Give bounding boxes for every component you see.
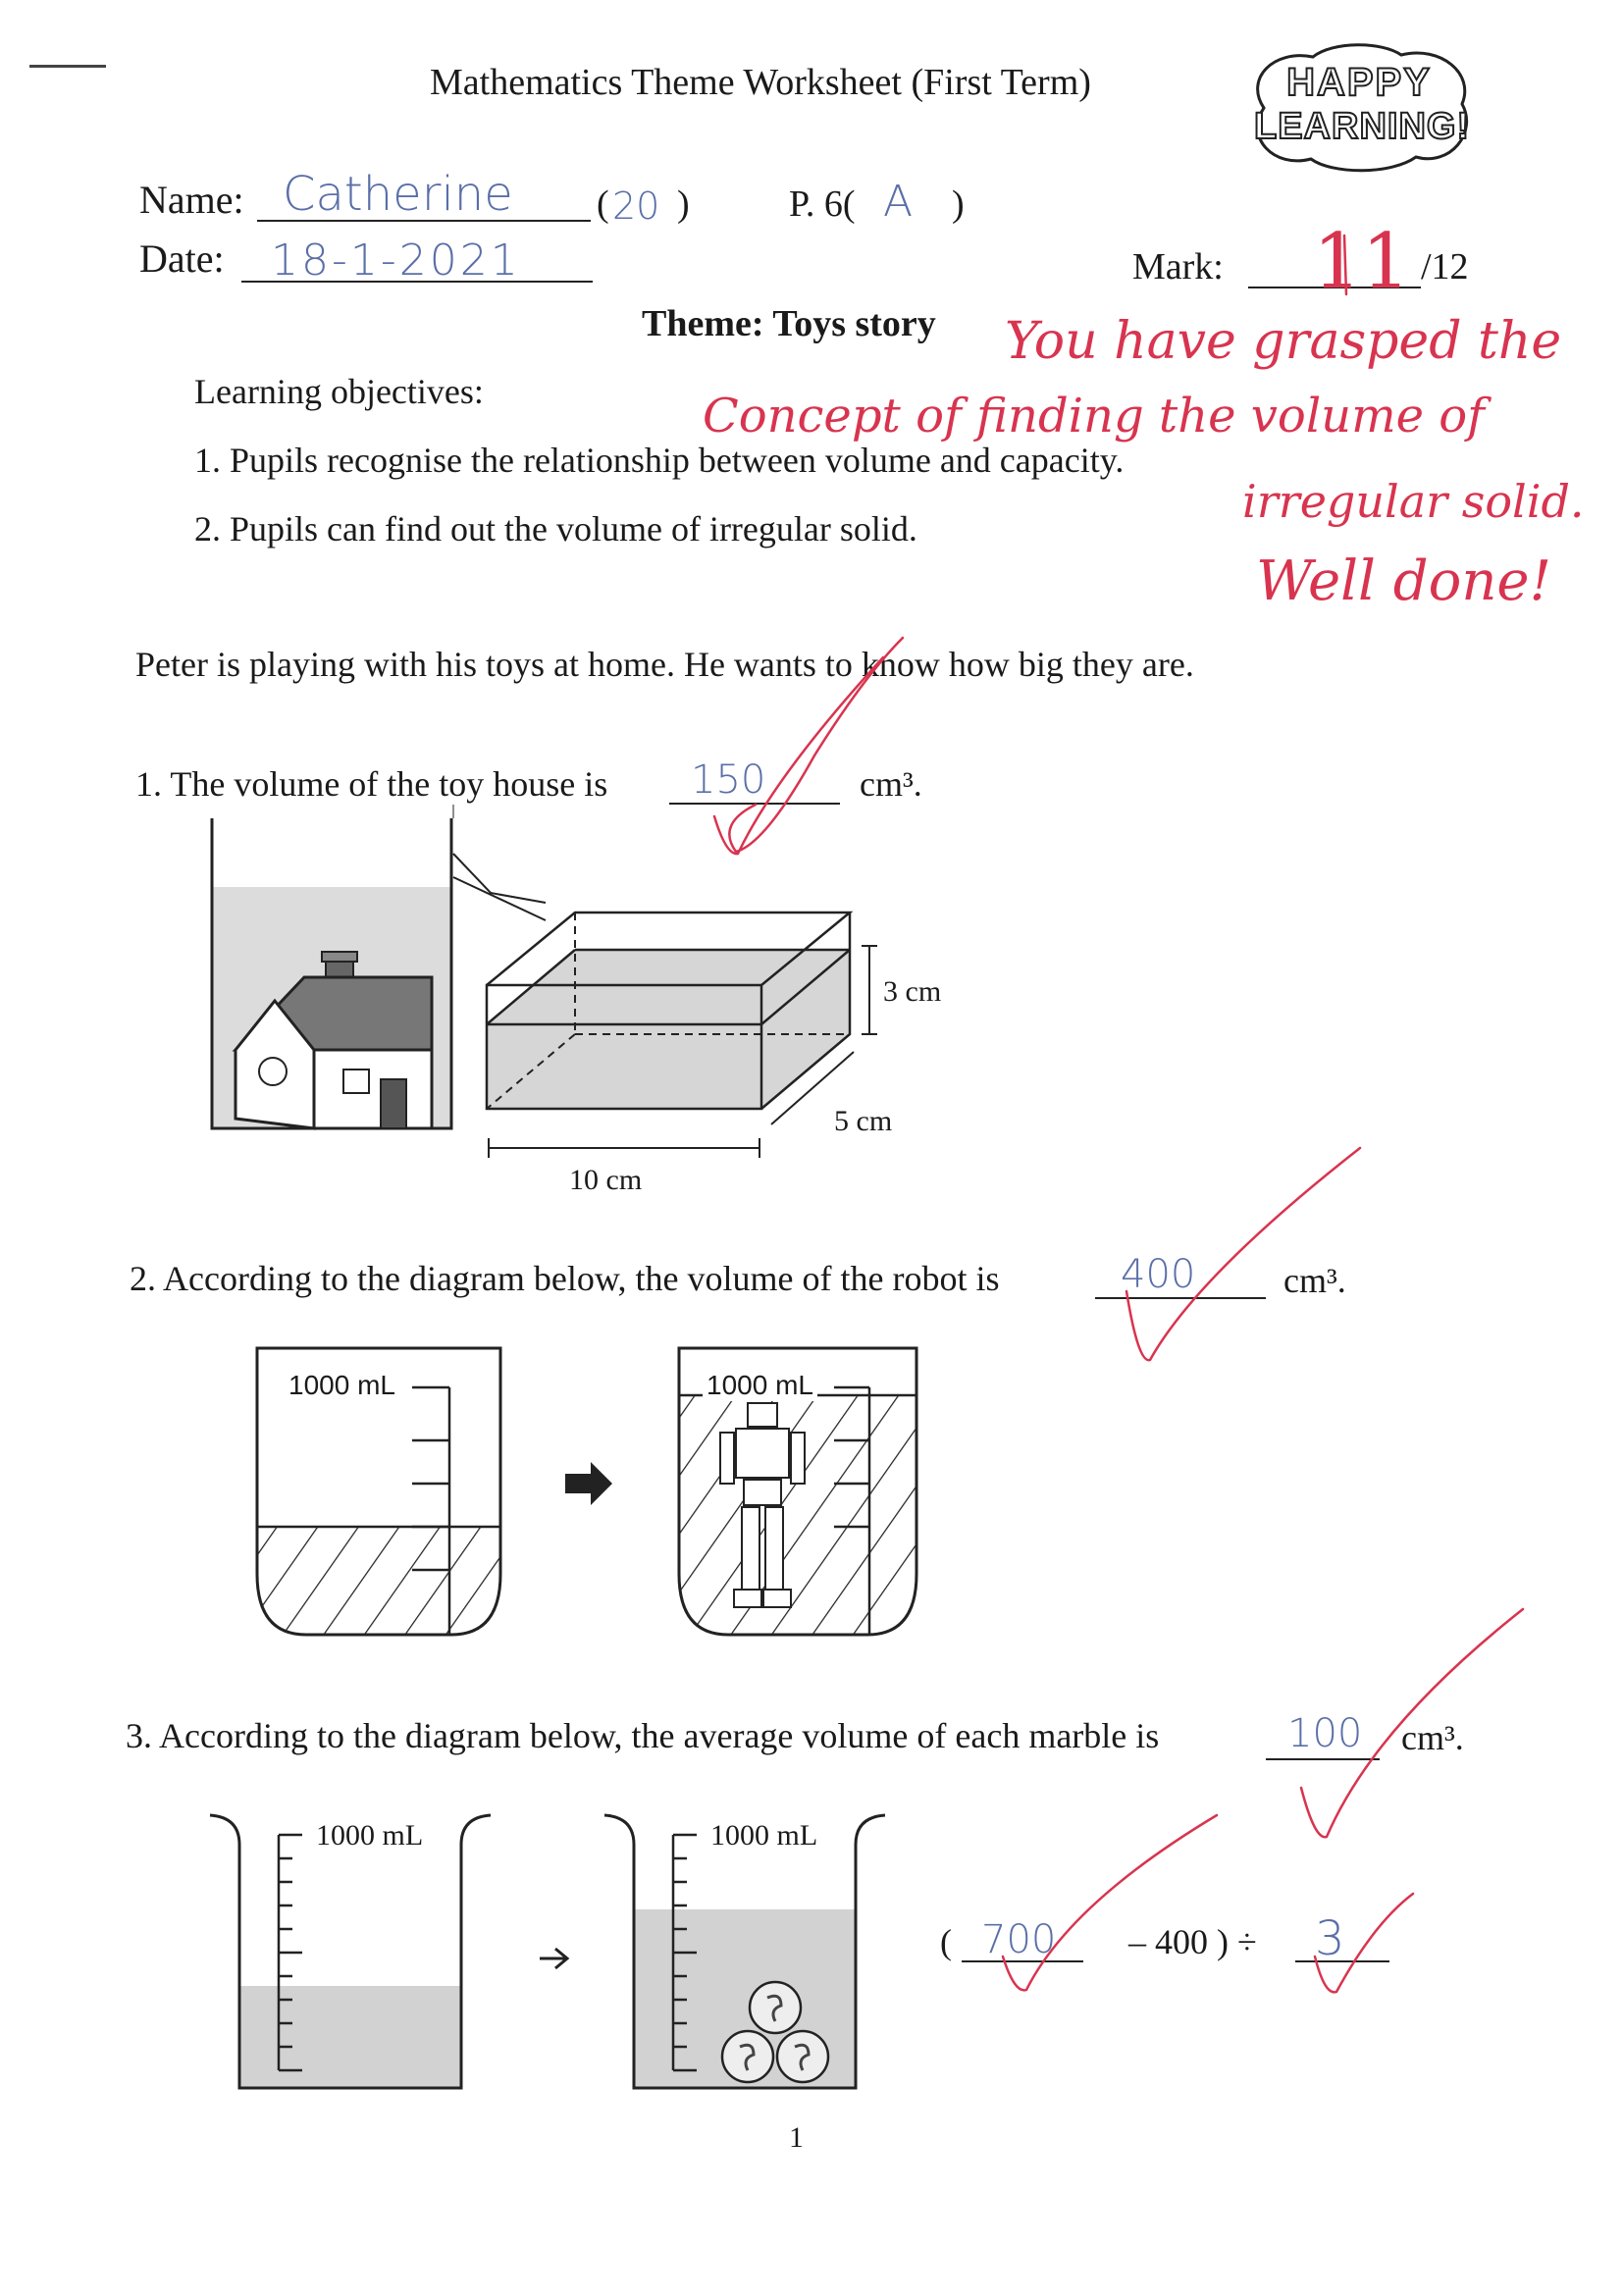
class-number-open: ( <box>597 183 609 225</box>
q3-beaker-2-label: 1000 mL <box>707 1819 821 1852</box>
badge-line-1: HAPPY <box>1286 61 1432 104</box>
q1-answer: 150 <box>691 757 766 803</box>
date-value: 18-1-2021 <box>271 235 521 286</box>
check-q3-calc-2-icon <box>1315 1894 1413 1992</box>
q2-beaker-2-label: 1000 mL <box>703 1370 817 1401</box>
name-value: Catherine <box>283 167 513 222</box>
q1-dim-width: 10 cm <box>569 1164 643 1196</box>
objectives-heading: Learning objectives: <box>194 372 484 411</box>
class-value: A <box>883 177 914 227</box>
check-q2-icon <box>1126 1148 1360 1360</box>
date-label: Date: <box>139 236 225 281</box>
q2-text: 2. According to the diagram below, the volume of the robot is <box>130 1259 1000 1298</box>
mark-total: /12 <box>1421 246 1469 287</box>
q3-unit: cm³. <box>1401 1718 1464 1757</box>
q1-text: 1. The volume of the toy house is <box>135 764 608 804</box>
theme-heading: Theme: Toys story <box>642 303 936 344</box>
q2-unit: cm³. <box>1283 1261 1346 1300</box>
badge-line-2: LEARNING! <box>1254 106 1471 147</box>
q2-answer: 400 <box>1121 1252 1196 1297</box>
class-number-close: ) <box>677 183 690 225</box>
teacher-comment-line-2: Concept of finding the volume of <box>703 389 1485 444</box>
check-q1-icon <box>714 657 883 854</box>
mark-label: Mark: <box>1132 246 1224 287</box>
q3-calc-value-1: 700 <box>981 1917 1057 1962</box>
teacher-comment-line-3: irregular solid. <box>1242 475 1585 528</box>
objective-1: 1. Pupils recognise the relationship between volume and capacity. <box>194 441 1125 480</box>
check-q3-icon <box>1301 1609 1523 1837</box>
teacher-comment-line-4: Well done! <box>1256 549 1552 613</box>
q3-calc-minus: – 400 ) ÷ <box>1128 1922 1257 1961</box>
class-label: P. 6( <box>789 183 856 225</box>
class-number-value: 20 <box>612 184 660 228</box>
q3-beaker-1-label: 1000 mL <box>312 1819 427 1852</box>
objective-2: 2. Pupils can find out the volume of irregular solid. <box>194 509 917 548</box>
q3-calc-value-2: 3 <box>1315 1911 1345 1966</box>
mark-value: 11 <box>1313 218 1411 306</box>
q1-dim-depth: 5 cm <box>834 1105 893 1137</box>
check-q3-calc-1-icon <box>1003 1815 1217 1990</box>
q3-calc-open: ( <box>940 1922 952 1961</box>
teacher-comment-line-1: You have grasped the <box>1005 312 1562 371</box>
q3-text: 3. According to the diagram below, the average volume of each marble is <box>126 1716 1160 1755</box>
worksheet-title: Mathematics Theme Worksheet (First Term) <box>430 62 1091 103</box>
q1-dim-height: 3 cm <box>883 975 942 1008</box>
name-label: Name: <box>139 178 244 222</box>
mark-extra-stroke-icon <box>1344 235 1346 294</box>
class-close: ) <box>952 183 965 225</box>
page-number: 1 <box>789 2121 804 2154</box>
q2-beaker-1-label: 1000 mL <box>285 1370 399 1401</box>
intro-text: Peter is playing with his toys at home. He wants to know how big they are. <box>135 645 1194 684</box>
q1-unit: cm³. <box>860 764 922 804</box>
q3-answer: 100 <box>1287 1711 1363 1756</box>
